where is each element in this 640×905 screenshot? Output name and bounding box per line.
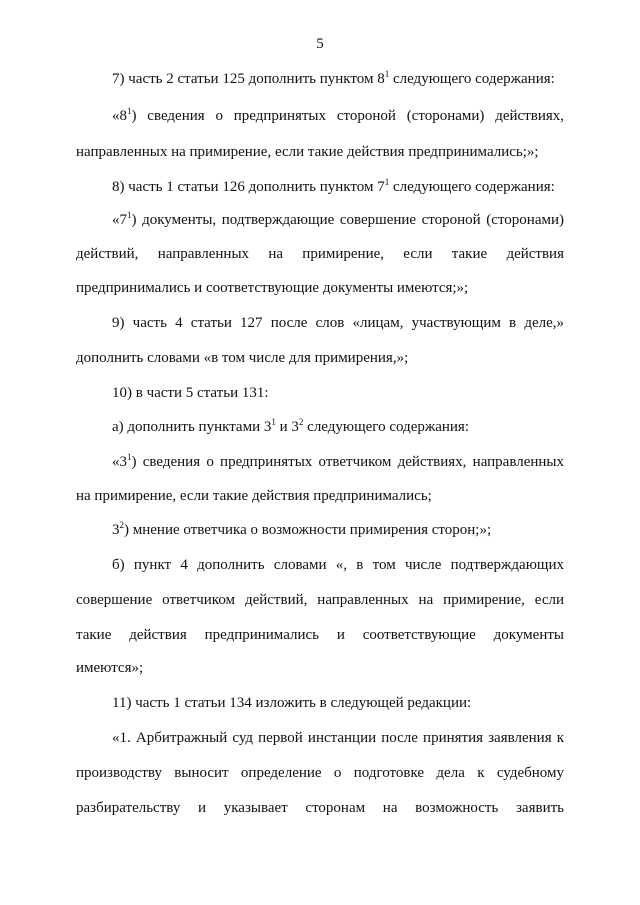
text-line: «$8^1$) сведения о предпринятых стороной (сторонами) действиях, [112,107,564,124]
text-line: предпринимались и соответствующие документы имеются;»; [76,280,469,296]
text-line: производству выносит определение о подготовке дела к судебному [76,765,564,781]
text-line: б) пункт 4 дополнить словами «, в том числе подтверждающих [112,557,564,573]
text-line: $3^2$) мнение ответчика о возможности примирения сторон;»; [112,520,492,538]
text-line: «1. Арбитражный суд первой инстанции после принятия заявления к [112,730,564,746]
text-line: действий, направленных на примирение, если такие действия [76,246,564,262]
text-line: направленных на примирение, если такие действия предпринимались;»; [76,144,539,160]
text-line: 7) часть 2 статьи 125 дополнить пунктом $8^1$ следующего содержания: [112,69,555,87]
text-line: «$7^1$) документы, подтверждающие совершение стороной (сторонами) [112,211,564,228]
text-line: на примирение, если такие действия предпринимались; [76,488,432,504]
text-line: имеются»; [76,660,144,676]
text-line: такие действия предпринимались и соответствующие документы [76,627,564,643]
page-number: 5 [316,36,324,52]
text-line: 8) часть 1 статьи 126 дополнить пунктом $7^1$ следующего содержания: [112,177,555,195]
text-line: дополнить словами «в том числе для примирения,»; [76,350,409,366]
text-line: разбирательству и указывает сторонам на возможность заявить [76,800,564,816]
text-line: совершение ответчиком действий, направленных на примирение, если [76,592,564,608]
text-line: 11) часть 1 статьи 134 изложить в следующей редакции: [112,695,472,711]
text-line: а) дополнить пунктами $3^1$ и $3^2$ следующего содержания: [112,417,469,435]
text-line: 9) часть 4 статьи 127 после слов «лицам, участвующим в деле,» [112,315,564,331]
text-line: 10) в части 5 статьи 131: [112,385,269,401]
text-line: «$3^1$) сведения о предпринятых ответчиком действиях, направленных [112,453,564,470]
